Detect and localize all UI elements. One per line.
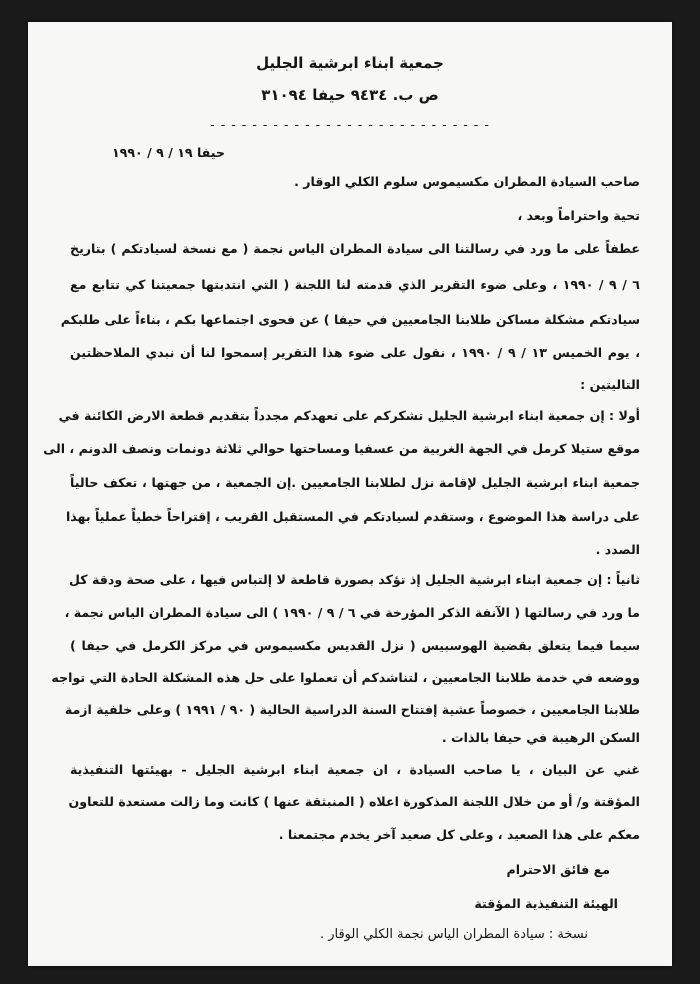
po-box-address: ص ب. ٩٤٣٤ حيفا ٣١٠٩٤ [261, 86, 439, 104]
body-line: على دراسة هذا الموضوع ، وستقدم لسيادتكم في المستقبل القريب ، إقتراحاً خطياً عملياً بهذا [65, 509, 640, 524]
body-line: معكم على هذا الصعيد ، وعلى كل صعيد آخر يخدم مجتمعنا . [278, 827, 640, 842]
greeting-line: تحية واحتراماً وبعد ، [517, 208, 640, 223]
organization-name: جمعية ابناء ابرشية الجليل [256, 54, 444, 72]
body-line: جمعية ابناء ابرشية الجليل لإقامة نزل لطلابنا الجامعيين .إن الجمعية ، من جهتها ، تعكف حالياً [70, 475, 640, 490]
body-line: غني عن البيان ، يا صاحب السيادة ، ان جمعية ابناء ابرشية الجليل - بهيئتها التنفيذية [70, 762, 640, 777]
body-line: ووضعه في خدمة طلابنا الجامعيين ، لتناشدكم أن تعملوا على حل هذه المشكلة الحادة التي تواجه [51, 670, 640, 685]
body-line: ثانياً : إن جمعية ابناء ابرشية الجليل إذ تؤكد بصورة قاطعة لا إلتباس فيها ، على صحة ودقة كل [69, 572, 640, 587]
recipient-line: صاحب السيادة المطران مكسيموس سلوم الكلي الوقار . [294, 174, 640, 189]
body-line: السكن الرهيبة في حيفا بالذات . [441, 730, 640, 745]
header-separator: - - - - - - - - - - - - - - - - - - - - - - - - - - - [210, 117, 490, 132]
body-line: موقع ستيلا كرمل في الجهة الغربية من عسفيا ومساحتها حوالي ثلاثة دونمات ونصف الدونم ، الى [43, 441, 640, 456]
copy-to-line: نسخة : سيادة المطران الياس نجمة الكلي الوقار . [319, 927, 588, 942]
body-line: ما ورد في رسالتها ( الآنفة الذكر المؤرخة في ٦ / ٩ / ١٩٩٠ ) الى سيادة المطران الياس نجمة ، [64, 605, 640, 620]
body-line: طلابنا الجامعيين ، خصوصاً عشية إفتتاح السنة الدراسية الحالية ( ٩٠ / ١٩٩١ ) وعلى خلفية ازمة [64, 702, 640, 717]
body-line: ، يوم الخميس ١٣ / ٩ / ١٩٩٠ ، نقول على ضوء هذا التقرير إسمحوا لنا أن نبدي الملاحظتين [70, 345, 640, 360]
body-line: سيادتكم مشكلة مساكن طلابنا الجامعيين في حيفا ) عن فحوى اجتماعها بكم ، بناءاً على طلبكم [60, 312, 640, 327]
body-line: سيما فيما يتعلق بقضية الهوسبيس ( نزل القديس مكسيموس في مركز الكرمل في حيفا ) [70, 638, 640, 653]
body-line: عطفاً على ما ورد في رسالتنا الى سيادة المطران الياس نجمة ( مع نسخة لسيادتكم ) بتاريخ [70, 241, 640, 256]
body-line: التاليتين : [580, 377, 640, 392]
body-line: الصدد . [595, 542, 640, 557]
letter-date: حيفا ١٩ / ٩ / ١٩٩٠ [112, 145, 225, 160]
body-line: المؤقتة و/ أو من خلال اللجنة المذكورة اعلاه ( المنبثقة عنها ) كانت وما زالت مستعدة للتعاون [68, 794, 640, 809]
closing-phrase: مع فائق الاحترام [506, 862, 610, 877]
body-line: أولا : إن جمعية ابناء ابرشية الجليل تشكركم على تعهدكم مجدداً بتقديم قطعة الارض الكائنة في [58, 408, 640, 423]
body-line: ٦ / ٩ / ١٩٩٠ ، وعلى ضوء التقرير الذي قدمته لنا اللجنة ( التي انتدبتها جمعيتنا كي تتابع مع [70, 277, 640, 292]
letter-page [28, 22, 672, 966]
signatory: الهيئة التنفيذية المؤقتة [474, 896, 618, 911]
